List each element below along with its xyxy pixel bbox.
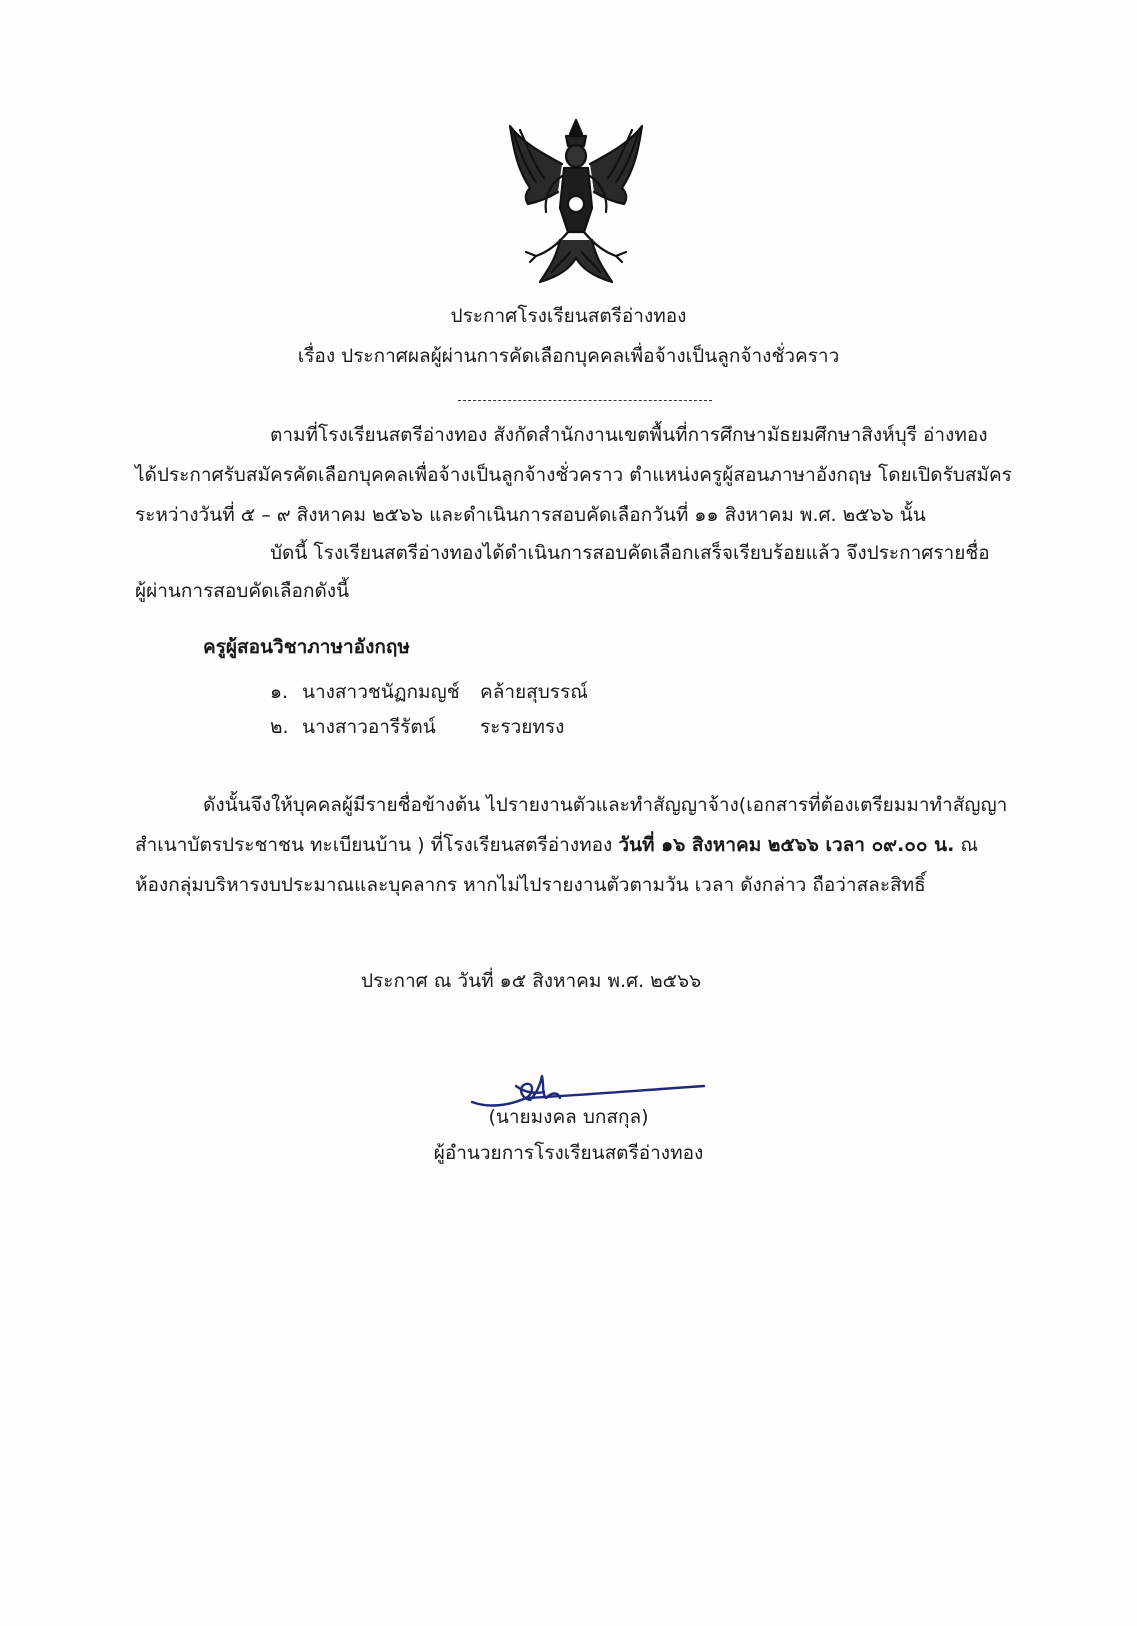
paragraph-1-line-1: ตามที่โรงเรียนสตรีอ่างทอง สังกัดสำนักงานเขตพื้นที่การศึกษามัธยมศึกษาสิงห์บุรี อ่างทอง [270, 424, 988, 446]
report-date-time: วันที่ ๑๖ สิงหาคม ๒๕๖๖ เวลา ๐๙.๐๐ น. [618, 834, 955, 856]
instruction-line-2-end: ณ [954, 834, 978, 856]
instruction-line-2 [135, 832, 978, 858]
paragraph-1-line-2: ได้ประกาศรับสมัครคัดเลือกบุคคลเพื่อจ้างเป็นลูกจ้างชั่วคราว ตำแหน่งครูผู้สอนภาษาอังกฤษ โดยเปิดรับสมัคร [135, 464, 1012, 486]
list-item-first-name: นางสาวชนัฏกมญช์ [302, 681, 460, 703]
instruction-line-2-text: สำเนาบัตรประชาชน ทะเบียนบ้าน ) ที่โรงเรียนสตรีอ่างทอง [135, 834, 619, 856]
list-item-last-name: ระรวยทรง [480, 716, 565, 738]
signer-name: (นายมงคล บกสกุล) [488, 1106, 649, 1128]
garuda-emblem-icon [500, 112, 652, 288]
list-item-first-name: นางสาวอารีรัตน์ [302, 716, 436, 738]
instruction-line-3: ห้องกลุ่มบริหารงบประมาณและบุคลากร หากไม่ไปรายงานตัวตามวัน เวลา ดังกล่าว ถือว่าสละสิทธิ์ [135, 874, 926, 896]
paragraph-2-line-2: ผู้ผ่านการสอบคัดเลือกดังนี้ [135, 580, 350, 602]
paragraph-2-line-1: บัดนี้ โรงเรียนสตรีอ่างทองได้ดำเนินการสอบคัดเลือกเสร็จเรียบร้อยแล้ว จึงประกาศรายชื่อ [270, 542, 990, 564]
paragraph-1-line-3: ระหว่างวันที่ ๕ – ๙ สิงหาคม ๒๕๖๖ และดำเนินการสอบคัดเลือกวันที่ ๑๑ สิงหาคม พ.ศ. ๒๕๖๖ นั้น [135, 504, 926, 526]
announcement-title: ประกาศโรงเรียนสตรีอ่างทอง [450, 305, 687, 327]
list-heading: ครูผู้สอนวิชาภาษาอังกฤษ [203, 636, 410, 658]
header-separator [458, 400, 712, 401]
instruction-line-1: ดังนั้นจึงให้บุคคลผู้มีรายชื่อข้างต้น ไปรายงานตัวและทำสัญญาจ้าง(เอกสารที่ต้องเตรียมมาทำสัญญา [203, 794, 1008, 816]
list-item-number: ๑. [270, 681, 289, 703]
announcement-subject: เรื่อง ประกาศผลผู้ผ่านการคัดเลือกบุคคลเพื่อจ้างเป็นลูกจ้างชั่วคราว [297, 345, 840, 367]
announcement-date: ประกาศ ณ วันที่ ๑๕ สิงหาคม พ.ศ. ๒๕๖๖ [361, 970, 702, 992]
list-item-last-name: คล้ายสุบรรณ์ [480, 681, 588, 703]
signer-title: ผู้อำนวยการโรงเรียนสตรีอ่างทอง [433, 1142, 704, 1164]
list-item-number: ๒. [270, 716, 289, 738]
